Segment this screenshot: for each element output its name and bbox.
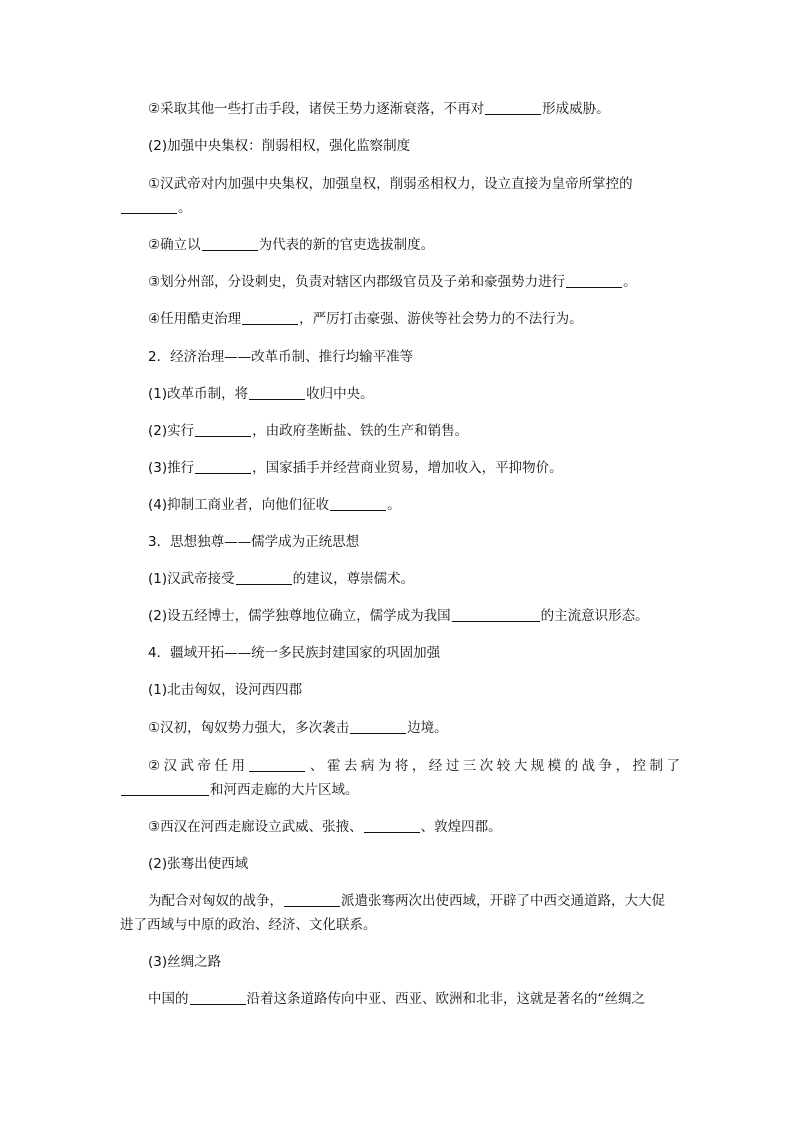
text-segment: 为配合对匈奴的战争， (148, 893, 283, 909)
fill-blank (195, 459, 251, 474)
fill-blank (364, 818, 420, 833)
text-segment: (1)改革币制，将 (148, 386, 249, 402)
subsection-heading (148, 680, 302, 700)
text-segment: (2)加强中央集权：削弱相权，强化监察制度 (148, 138, 411, 154)
text-segment: (3)丝绸之路 (148, 954, 222, 970)
fill-blank (330, 496, 386, 511)
subsection-heading (148, 854, 248, 874)
text-line (148, 235, 434, 255)
text-segment: (4)抑制工商业者，向他们征收 (148, 497, 330, 513)
text-segment: 的建议，尊崇儒术。 (292, 571, 415, 587)
text-segment: 中国的 (148, 991, 189, 1007)
text-line (120, 198, 192, 218)
fill-blank (242, 310, 298, 325)
text-segment: (1)北击匈奴，设河西四郡 (148, 682, 303, 698)
text-segment: (2)设五经博士，儒学独尊地位确立，儒学成为我国 (148, 608, 451, 624)
fill-blank (452, 607, 540, 622)
text-segment: 的主流意识形态。 (540, 608, 649, 624)
fill-blank (236, 570, 292, 585)
text-segment: 派遣张骞两次出使西域，开辟了中西交通道路，大大促 (341, 893, 665, 909)
text-segment: 。 (623, 274, 637, 290)
text-segment: 。 (387, 497, 401, 513)
text-segment: 4．疆域开拓——统一多民族封建国家的巩固加强 (148, 645, 441, 661)
text-segment: ③划分州部，分设刺史，负责对辖区内郡级官员及子弟和豪强势力进行 (148, 274, 566, 290)
section-heading (148, 643, 440, 663)
text-segment: 进了西域与中原的政治、经济、文化联系。 (120, 917, 377, 933)
fill-blank (350, 719, 406, 734)
text-line (148, 384, 374, 404)
text-line (148, 272, 637, 292)
text-segment: 2．经济治理——改革币制、推行均输平准等 (148, 349, 414, 365)
text-segment: ②确立以 (148, 237, 201, 253)
text-segment: ，国家插手并经营商业贸易，增加收入，平抑物价。 (252, 460, 563, 476)
section-heading (148, 347, 413, 367)
text-segment: (2)实行 (148, 423, 195, 439)
text-line (148, 421, 468, 441)
text-line (120, 915, 377, 935)
text-segment: ①汉武帝对内加强中央集权，加强皇权，削弱丞相权力，设立直接为皇帝所掌控的 (148, 176, 633, 192)
subsection-heading (148, 952, 221, 972)
text-segment: ④任用酷吏治理 (148, 311, 242, 327)
text-line (148, 756, 680, 776)
section-heading (148, 136, 410, 156)
text-line (148, 495, 401, 515)
text-line (148, 99, 610, 119)
fill-blank (249, 385, 305, 400)
text-line (120, 780, 359, 800)
text-segment: ①汉初，匈奴势力强大，多次袭击 (148, 720, 350, 736)
fill-blank (190, 990, 246, 1005)
text-segment: (2)张骞出使西域 (148, 856, 249, 872)
fill-blank (195, 422, 251, 437)
text-segment: ，由政府垄断盐、铁的生产和销售。 (252, 423, 469, 439)
fill-blank (284, 892, 340, 907)
text-segment: 。 (178, 200, 192, 216)
text-line (148, 817, 502, 837)
text-segment: 边境。 (407, 720, 448, 736)
text-segment: ②汉武帝任用 (148, 758, 249, 774)
text-segment: 收归中央。 (306, 386, 374, 402)
text-line (148, 891, 665, 911)
text-segment: 形成威胁。 (542, 101, 610, 117)
text-segment: 为代表的新的官吏选拔制度。 (258, 237, 435, 253)
text-segment: 、霍去病为将，经过三次较大规模的战争，控制了 (306, 758, 681, 774)
text-line (148, 309, 583, 329)
fill-blank (121, 781, 209, 796)
text-line (148, 989, 645, 1009)
text-segment: ，严厉打击豪强、游侠等社会势力的不法行为。 (299, 311, 583, 327)
section-heading (148, 532, 359, 552)
text-line (148, 606, 649, 626)
fill-blank (566, 273, 622, 288)
text-segment: (3)推行 (148, 460, 195, 476)
text-line (148, 174, 633, 194)
fill-blank (121, 199, 177, 214)
text-segment: ②采取其他一些打击手段，诸侯王势力逐渐衰落，不再对 (148, 101, 485, 117)
fill-blank (202, 236, 258, 251)
text-line (148, 569, 414, 589)
text-line (148, 718, 448, 738)
text-line (148, 458, 563, 478)
text-segment: 沿着这条道路传向中亚、西亚、欧洲和北非，这就是著名的“丝绸之 (246, 991, 645, 1007)
fill-blank (485, 100, 541, 115)
text-segment: 和河西走廊的大片区域。 (210, 782, 359, 798)
text-segment: 3．思想独尊——儒学成为正统思想 (148, 534, 360, 550)
text-segment: 、敦煌四郡。 (420, 819, 502, 835)
fill-blank (249, 757, 305, 772)
text-segment: ③西汉在河西走廊设立武威、张掖、 (148, 819, 363, 835)
text-segment: (1)汉武帝接受 (148, 571, 235, 587)
